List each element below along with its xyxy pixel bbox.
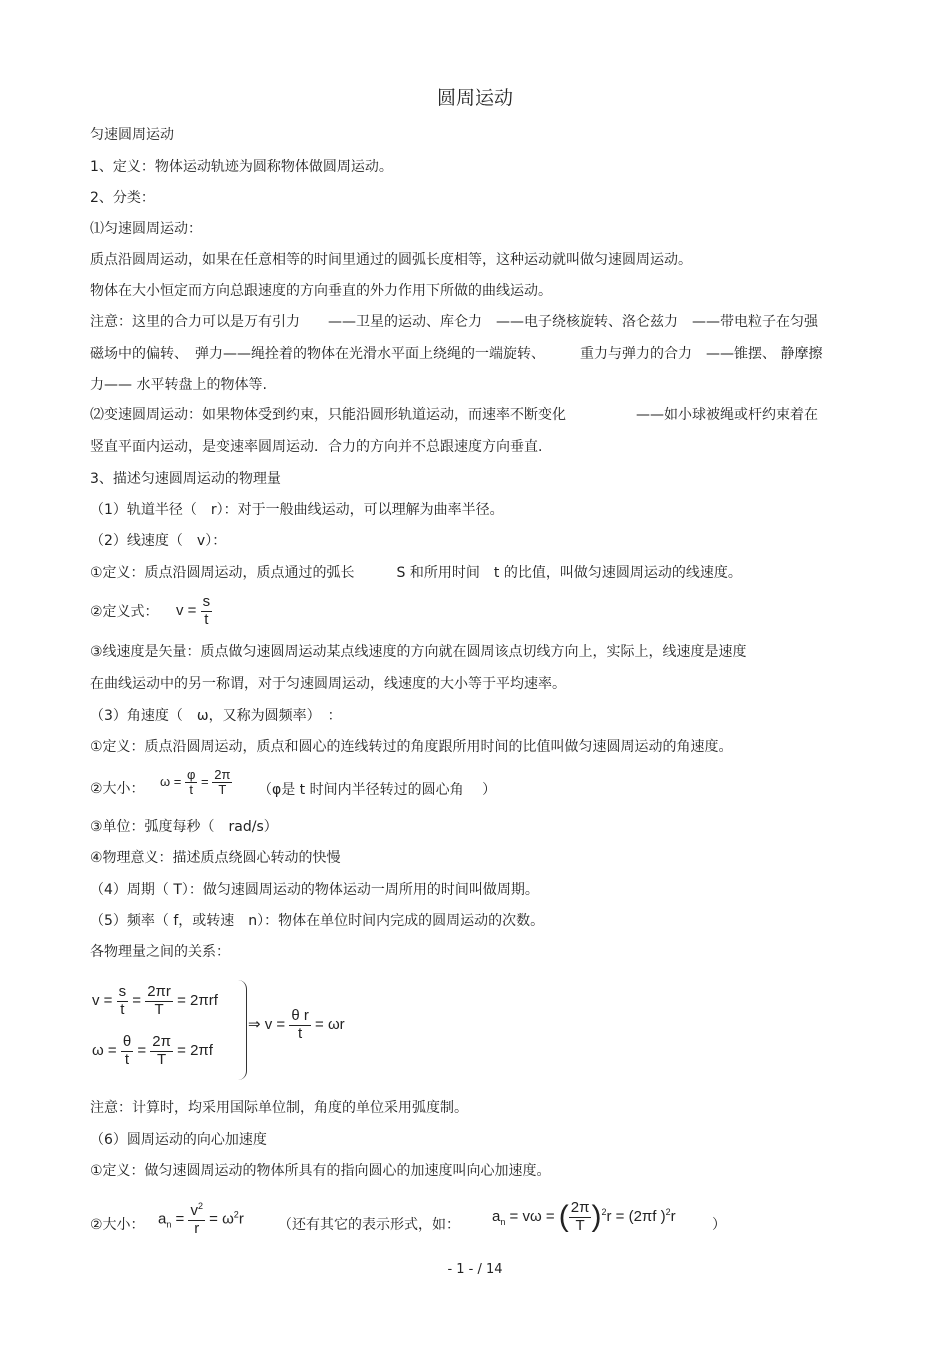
formula-an: $a_n$ = $\frac{v^2}{r}$ = $\omega^2r$ (158, 1201, 244, 1237)
text-line: ①定义：质点沿圆周运动，质点通过的弧长 S 和所用时间 t 的比值，叫做匀速圆周运动的线速度。 (90, 565, 742, 581)
text-line: 3、描述匀速圆周运动的物理量 (90, 471, 281, 487)
text-line: 物体在大小恒定而方向总跟速度的方向垂直的外力作用下所做的曲线运动。 (90, 283, 552, 299)
text-line: ） (712, 1217, 726, 1233)
text-line: 1、定义：物体运动轨迹为圆称物体做圆周运动。 (90, 159, 393, 175)
page-number: - 1 - / 14 (447, 1262, 503, 1277)
text-line: 各物理量之间的关系： (90, 944, 230, 960)
text-line: 注意：计算时，均采用国际单位制，角度的单位采用弧度制。 (90, 1100, 468, 1116)
text-line: ②定义式： (90, 604, 159, 620)
text-line: ④物理意义：描述质点绕圆心转动的快慢 (90, 850, 341, 866)
text-line: ⑵变速圆周运动：如果物体受到约束，只能沿圆形轨道运动，而速率不断变化 ——如小球被绳或杆约束着在 (90, 407, 818, 423)
text-line: ⑴匀速圆周运动： (90, 221, 202, 237)
formula-omega: ω = $\frac{\varphi}{t}$ = $\frac{2\pi}{T}$ (160, 767, 231, 798)
text-line: 在曲线运动中的另一称谓，对于匀速圆周运动，线速度的大小等于平均速率。 (90, 676, 566, 692)
text-line: （1）轨道半径（ r）：对于一般曲线运动，可以理解为曲率半径。 (90, 502, 504, 518)
text-line: ③单位：弧度每秒（ rad/s） (90, 819, 278, 835)
text-line: ①定义：做匀速圆周运动的物体所具有的指向圆心的加速度叫向心加速度。 (90, 1163, 551, 1179)
formula-v-relations: v = $\frac{s}{t}$ = $\frac{2\pi r}{T}$ = 2πrf (92, 983, 218, 1018)
text-line: 2、分类： (90, 190, 155, 206)
text-line: ②大小： (90, 781, 145, 797)
text-line: （6）圆周运动的向心加速度 (90, 1132, 267, 1148)
text-line: ②大小： (90, 1217, 145, 1233)
formula-v-st: v = $\frac{s}{t}$ (176, 593, 211, 628)
formula-v-omega-r: ⇒ v = $\frac{\text{θ r}}{t}$ = ωr (248, 1007, 345, 1042)
text-line: （还有其它的表示形式，如： (278, 1217, 460, 1233)
section-heading: 匀速圆周运动 (90, 127, 174, 143)
page-title: 圆周运动 (436, 87, 513, 109)
text-line: ③线速度是矢量：质点做匀速圆周运动某点线速度的方向就在圆周该点切线方向上，实际上，线速度是速度 (90, 644, 747, 660)
text-line: （2）线速度（ v）： (90, 533, 227, 549)
text-line: （5）频率（ f，或转速 n）：物体在单位时间内完成的圆周运动的次数。 (90, 913, 545, 929)
text-line: 磁场中的偏转、 弹力——绳拴着的物体在光滑水平面上绕绳的一端旋转、 重力与弹力的合力 ——锥摆、 静摩擦 (90, 346, 823, 362)
text-line: 力—— 水平转盘上的物体等. (90, 377, 267, 393)
text-line: （3）角速度（ ω，又称为圆频率） ： (90, 708, 342, 724)
text-line: 质点沿圆周运动，如果在任意相等的时间里通过的圆弧长度相等，这种运动就叫做匀速圆周运动。 (90, 252, 692, 268)
text-line: 注意：这里的合力可以是万有引力 ——卫星的运动、库仑力 ——电子绕核旋转、洛仑兹力 ——带电粒子在匀强 (90, 314, 818, 330)
text-line: 竖直平面内运动，是变速率圆周运动．合力的方向并不总跟速度方向垂直. (90, 439, 543, 455)
formula-an-alt: $a_n = v\omega$ = ( $\frac{2\pi}{T}$ )$^2$r = (2πf )$^2$r (492, 1199, 676, 1234)
text-line: ①定义：质点沿圆周运动，质点和圆心的连线转过的角度跟所用时间的比值叫做匀速圆周运动的角速度。 (90, 739, 733, 755)
right-brace (238, 980, 247, 1080)
formula-omega-relations: ω = $\frac{\theta}{t}$ = $\frac{2\pi}{T}$ = 2πf (92, 1033, 213, 1068)
text-line: （φ是 t 时间内半径转过的圆心角 ） (258, 782, 497, 798)
text-line: （4）周期（ T）：做匀速圆周运动的物体运动一周所用的时间叫做周期。 (90, 882, 539, 898)
